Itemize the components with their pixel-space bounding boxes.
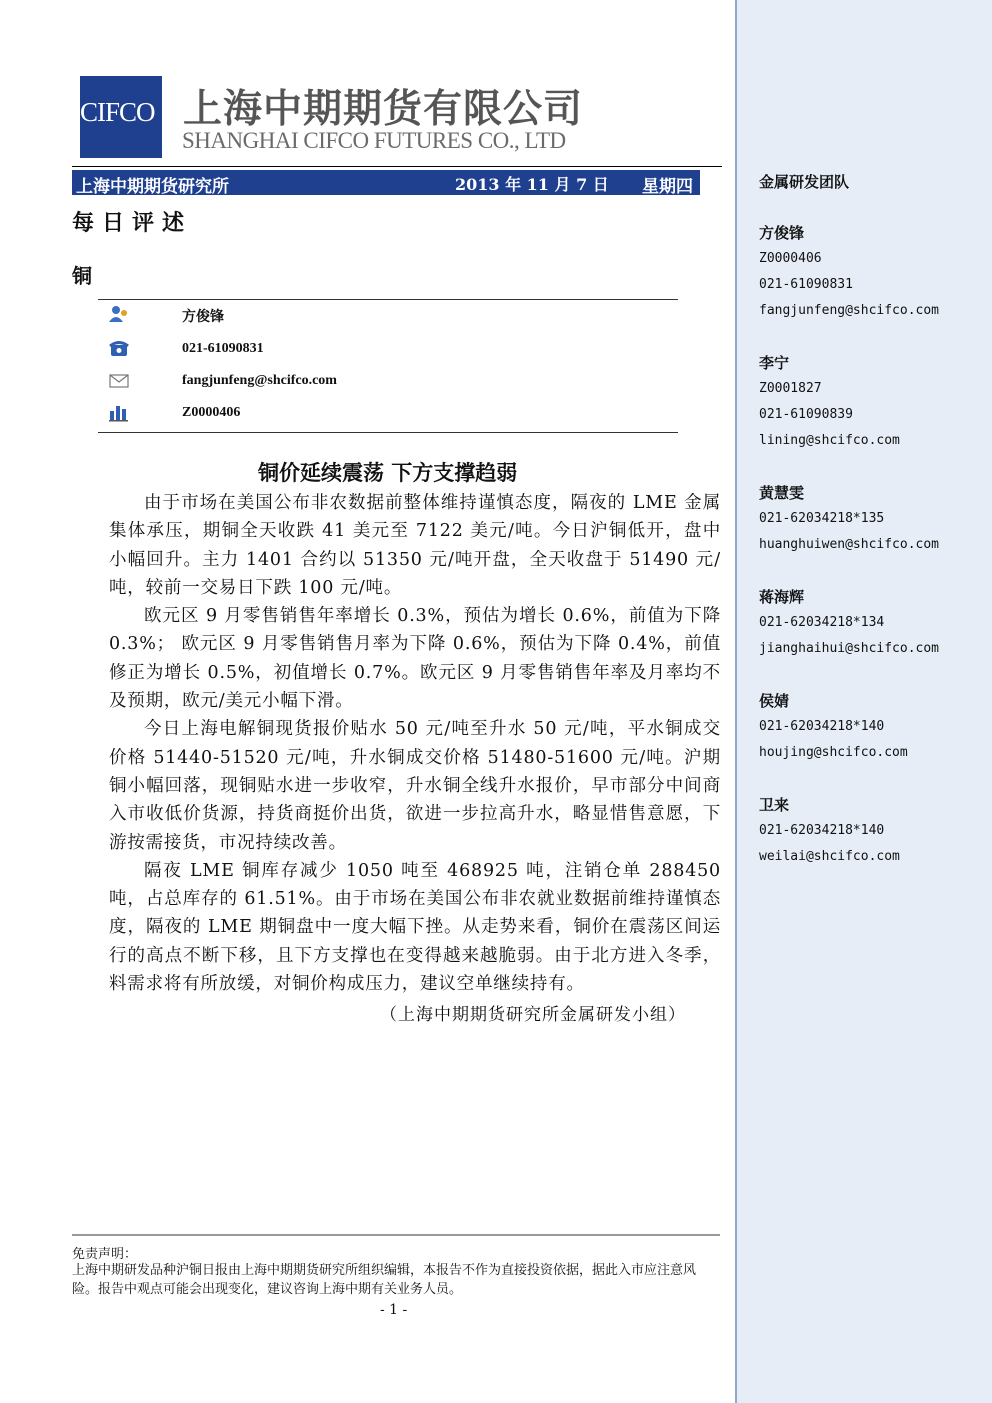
team-member	[759, 688, 991, 766]
commodity-title: 铜	[72, 264, 92, 288]
article-body	[109, 489, 721, 998]
article-signature: （上海中期期货研究所金属研发小组）	[380, 1005, 686, 1025]
member-license: Z0000406	[759, 251, 822, 266]
report-weekday: 星期四	[642, 177, 693, 197]
contact-phone-row	[108, 339, 648, 361]
article-paragraph: 隔夜 LME 铜库存减少 1050 吨至 468925 吨，注销仓单 288450 吨，占总库存的 61.51%。由于市场在美国公布非农就业数据前维持谨慎态度，隔夜的 LME 期铜盘中一度大幅下挫。从走势来看，铜价在震荡区间运行的高点不断下移，且下方支撑也在变得越来越脆弱。由于北方进入冬季，料需求将有所放缓，对铜价构成压力，建议空单继续持有。	[109, 860, 721, 995]
mail-icon	[108, 371, 130, 391]
member-phone: 021-62034218*134	[759, 615, 885, 630]
person-icon	[108, 304, 130, 324]
phone-icon	[108, 339, 130, 359]
article-paragraph: 由于市场在美国公布非农数据前整体维持谨慎态度，隔夜的 LME 金属集体承压，期铜全天收跌 41 美元至 7122 美元/吨。今日沪铜低开，盘中小幅回升。主力 1401 合约以 51350 元/吨开盘，全天收盘于 51490 元/吨，较前一交易日下跌 100 元/吨。	[109, 493, 721, 598]
member-email: lining@shcifco.com	[759, 433, 900, 448]
page-number: - 1 -	[380, 1302, 408, 1318]
member-name: 卫来	[759, 796, 790, 814]
article-title: 铜价延续震荡 下方支撑趋弱	[258, 460, 518, 485]
license-icon	[108, 403, 130, 423]
member-email: houjing@shcifco.com	[759, 745, 908, 760]
company-name-en: SHANGHAI CIFCO FUTURES CO., LTD	[182, 128, 566, 153]
member-name: 侯婧	[759, 692, 790, 710]
article-paragraph: 欧元区 9 月零售销售年率增长 0.3%，预估为增长 0.6%，前值为下降 0.3%； 欧元区 9 月零售销售月率为下降 0.6%，预估为下降 0.4%，前值修正为增长 0.5%，初值增长 0.7%。欧元区 9 月零售销售年率及月率均不及预期，欧元/美元小幅下滑。	[109, 606, 721, 712]
team-member	[759, 350, 991, 454]
team-member	[759, 220, 991, 324]
member-license: Z0001827	[759, 381, 822, 396]
team-member	[759, 480, 991, 558]
team-sidebar	[735, 0, 992, 1403]
section-title: 每日评述	[72, 210, 193, 236]
member-phone: 021-61090839	[759, 407, 853, 422]
member-name: 蒋海辉	[759, 588, 805, 606]
member-name: 李宁	[759, 354, 790, 372]
member-email: weilai@shcifco.com	[759, 849, 900, 864]
header-bar	[72, 170, 700, 195]
member-email: huanghuiwen@shcifco.com	[759, 537, 940, 552]
disclaimer-label: 免责声明：	[72, 1247, 138, 1262]
contact-email-row	[108, 371, 648, 393]
member-name: 黄慧雯	[759, 484, 805, 502]
member-phone: 021-62034218*135	[759, 511, 885, 526]
team-member	[759, 584, 991, 662]
disclaimer-text: 上海中期研发品种沪铜日报由上海中期期货研究所组织编辑，本报告不作为直接投资依据，据此入市应注意风险。报告中观点可能会出现变化，建议咨询上海中期有关业务人员。	[72, 1263, 697, 1297]
contact-phone: 021-61090831	[182, 341, 264, 356]
header-rule	[72, 166, 722, 167]
contact-name-row	[108, 304, 648, 326]
contact-license: Z0000406	[182, 405, 241, 420]
member-phone: 021-62034218*140	[759, 719, 885, 734]
report-date: 2013 年 11 月 7 日	[455, 175, 609, 194]
article-paragraph: 今日上海电解铜现货报价贴水 50 元/吨至升水 50 元/吨，平水铜成交价格 51440-51520 元/吨，升水铜成交价格 51480-51600 元/吨。沪期铜小幅回落，现铜贴水进一步收窄，升水铜全线升水报价，早市部分中间商入市收低价货源，持货商挺价出货，欲进一步拉高升水，略显惜售意愿，下游按需接货，市况持续改善。	[109, 719, 721, 853]
team-member	[759, 792, 991, 870]
logo-mark-text: CIFCO	[80, 97, 155, 127]
institute-name: 上海中期期货研究所	[76, 177, 229, 197]
company-name-cn: 上海中期期货有限公司	[183, 87, 584, 132]
member-phone: 021-62034218*140	[759, 823, 885, 838]
member-name: 方俊锋	[759, 224, 805, 242]
contact-email: fangjunfeng@shcifco.com	[182, 373, 337, 388]
footer-rule	[72, 1234, 720, 1236]
member-phone: 021-61090831	[759, 277, 853, 292]
contact-license-row	[108, 403, 648, 425]
contact-bottom-rule	[98, 432, 678, 433]
member-email: jianghaihui@shcifco.com	[759, 641, 940, 656]
contact-top-rule	[98, 299, 678, 300]
contact-name: 方俊锋	[182, 309, 224, 325]
sidebar-title: 金属研发团队	[759, 173, 850, 191]
member-email: fangjunfeng@shcifco.com	[759, 303, 940, 318]
